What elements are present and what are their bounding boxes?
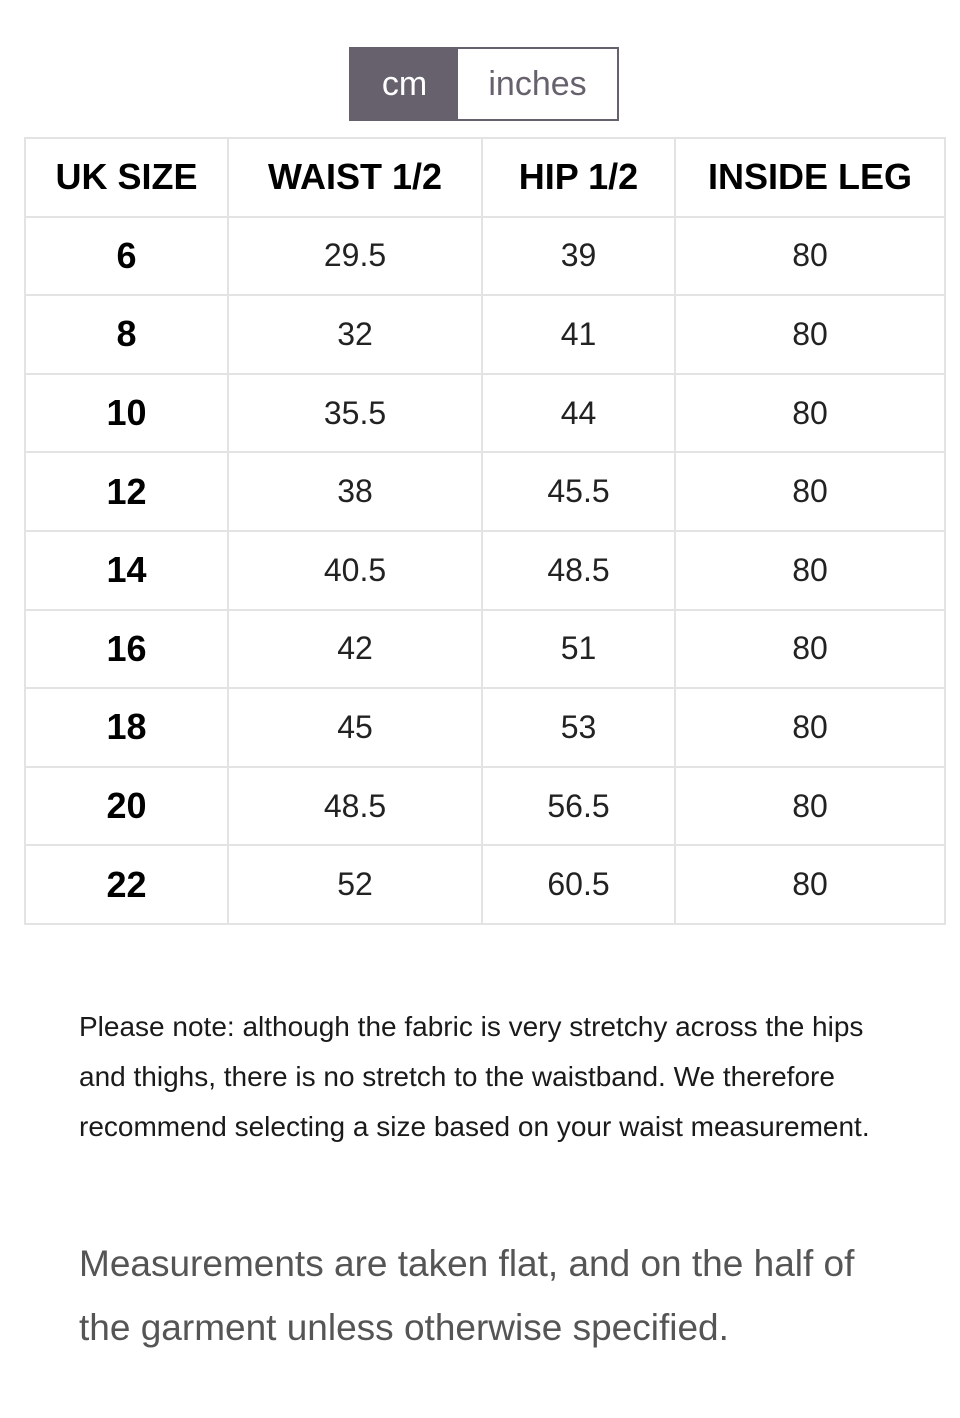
waist-cell: 32: [228, 295, 482, 374]
size-cell: 6: [25, 217, 228, 296]
size-cell: 16: [25, 610, 228, 689]
table-row: [25, 610, 945, 689]
table-row: [25, 688, 945, 767]
size-cell: 12: [25, 452, 228, 531]
hip-cell: 53: [482, 688, 675, 767]
size-cell: 10: [25, 374, 228, 453]
waist-cell: 48.5: [228, 767, 482, 846]
waist-cell: 42: [228, 610, 482, 689]
hip-cell: 48.5: [482, 531, 675, 610]
waist-cell: 35.5: [228, 374, 482, 453]
size-chart-table: [24, 137, 946, 925]
header-hip: HIP 1/2: [482, 138, 675, 217]
table-row: [25, 767, 945, 846]
stretch-note: Please note: although the fabric is very stretchy across the hips and thighs, there is no stretch to the waistband. We therefore recommend selecting a size based on your waist measurement.: [79, 1011, 870, 1142]
size-cell: 20: [25, 767, 228, 846]
waist-cell: 45: [228, 688, 482, 767]
table-row: [25, 217, 945, 296]
waist-cell: 29.5: [228, 217, 482, 296]
hip-cell: 51: [482, 610, 675, 689]
hip-cell: 39: [482, 217, 675, 296]
inside-leg-cell: 80: [675, 767, 945, 846]
hip-cell: 60.5: [482, 845, 675, 924]
inside-leg-cell: 80: [675, 610, 945, 689]
size-cell: 8: [25, 295, 228, 374]
header-uk-size: UK SIZE: [25, 138, 228, 217]
inside-leg-cell: 80: [675, 531, 945, 610]
size-cell: 14: [25, 531, 228, 610]
hip-cell: 56.5: [482, 767, 675, 846]
size-cell: 18: [25, 688, 228, 767]
waist-cell: 40.5: [228, 531, 482, 610]
inside-leg-cell: 80: [675, 452, 945, 531]
table-row: [25, 295, 945, 374]
hip-cell: 44: [482, 374, 675, 453]
hip-cell: 41: [482, 295, 675, 374]
header-waist: WAIST 1/2: [228, 138, 482, 217]
table-row: [25, 845, 945, 924]
inside-leg-cell: 80: [675, 374, 945, 453]
table-row: [25, 531, 945, 610]
header-inside-leg: INSIDE LEG: [675, 138, 945, 217]
inside-leg-cell: 80: [675, 845, 945, 924]
table-header-row: [25, 138, 945, 217]
inside-leg-cell: 80: [675, 688, 945, 767]
inside-leg-cell: 80: [675, 217, 945, 296]
table-row: [25, 452, 945, 531]
unit-cm-button[interactable]: cm: [351, 49, 458, 119]
size-cell: 22: [25, 845, 228, 924]
measurement-note: Measurements are taken flat, and on the half of the garment unless otherwise specified.: [79, 1243, 855, 1348]
inside-leg-cell: 80: [675, 295, 945, 374]
table-row: [25, 374, 945, 453]
waist-cell: 52: [228, 845, 482, 924]
hip-cell: 45.5: [482, 452, 675, 531]
unit-inches-button[interactable]: inches: [458, 49, 617, 119]
waist-cell: 38: [228, 452, 482, 531]
unit-toggle: [349, 47, 619, 121]
